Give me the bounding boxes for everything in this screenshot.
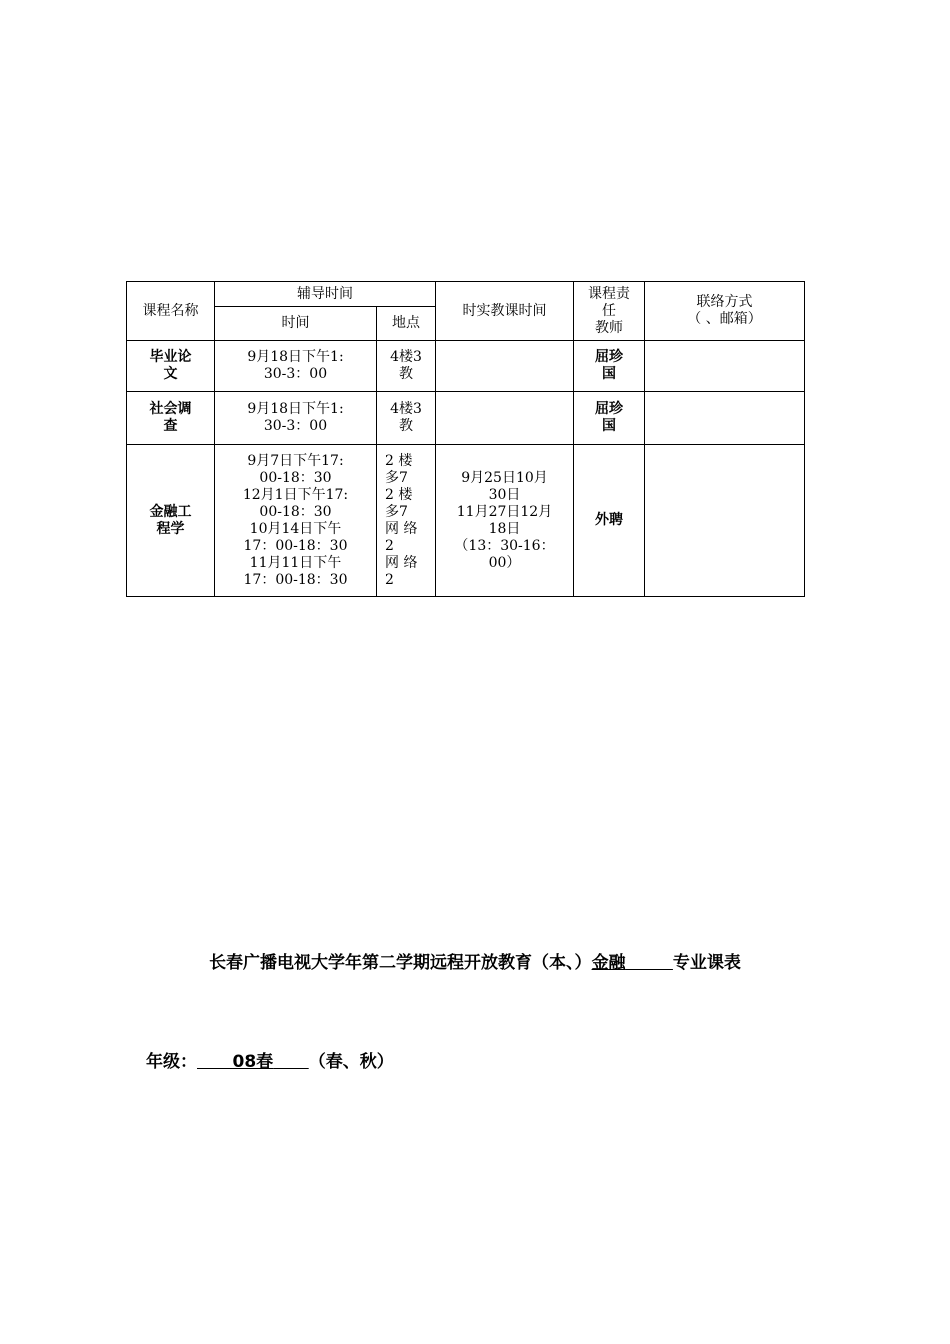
tutoring-time: 9月18日下午1: 30-3：00 [215,392,377,445]
header-contact: 联络方式 （ 、邮箱） [645,282,805,341]
header-tutoring-time: 辅导时间 [215,282,436,307]
contact [645,445,805,597]
header-row [127,282,805,307]
table-row [127,445,805,597]
teacher-name: 外聘 [574,445,645,597]
practice-time [436,341,574,392]
course-name: 毕业论 文 [127,341,215,392]
table-row [127,341,805,392]
header-teacher: 课程责 任 教师 [574,282,645,341]
grade-note: （春、秋） [308,1052,394,1072]
header-course-name: 课程名称 [127,282,215,341]
tutoring-place: 4楼3 教 [377,392,436,445]
grade-value: 08春 [232,1052,274,1072]
tutoring-time: 9月18日下午1: 30-3：00 [215,341,377,392]
tutoring-time: 9月7日下午17: 00-18：30 12月1日下午17: 00-18：30 10月14日下午 17：00-18：30 11月11日下午 17：00-18：30 [215,445,377,597]
course-name: 社会调 查 [127,392,215,445]
tutoring-place: 4楼3 教 [377,341,436,392]
title-prefix: 长春广播电视大学年第二学期远程开放教育（本、） [209,953,592,973]
contact [645,392,805,445]
grade-line [146,1047,394,1072]
title-suffix: 专业课表 [672,953,741,973]
practice-time [436,392,574,445]
header-time: 时间 [215,307,377,341]
major-name: 金融 [591,953,626,973]
page-title [0,948,950,973]
course-schedule-table [126,281,805,597]
tutoring-place: 2 楼 多7 2 楼 多7 网 络 2 网 络 2 [377,445,436,597]
header-practice-time: 时实教课时间 [436,282,574,341]
teacher-name: 屈珍 国 [574,392,645,445]
grade-label: 年级： [146,1052,197,1072]
contact [645,341,805,392]
practice-time: 9月25日10月 30日 11月27日12月 18日 （13：30-16： 00） [436,445,574,597]
teacher-name: 屈珍 国 [574,341,645,392]
table-row [127,392,805,445]
header-place: 地点 [377,307,436,341]
course-name: 金融工 程学 [127,445,215,597]
